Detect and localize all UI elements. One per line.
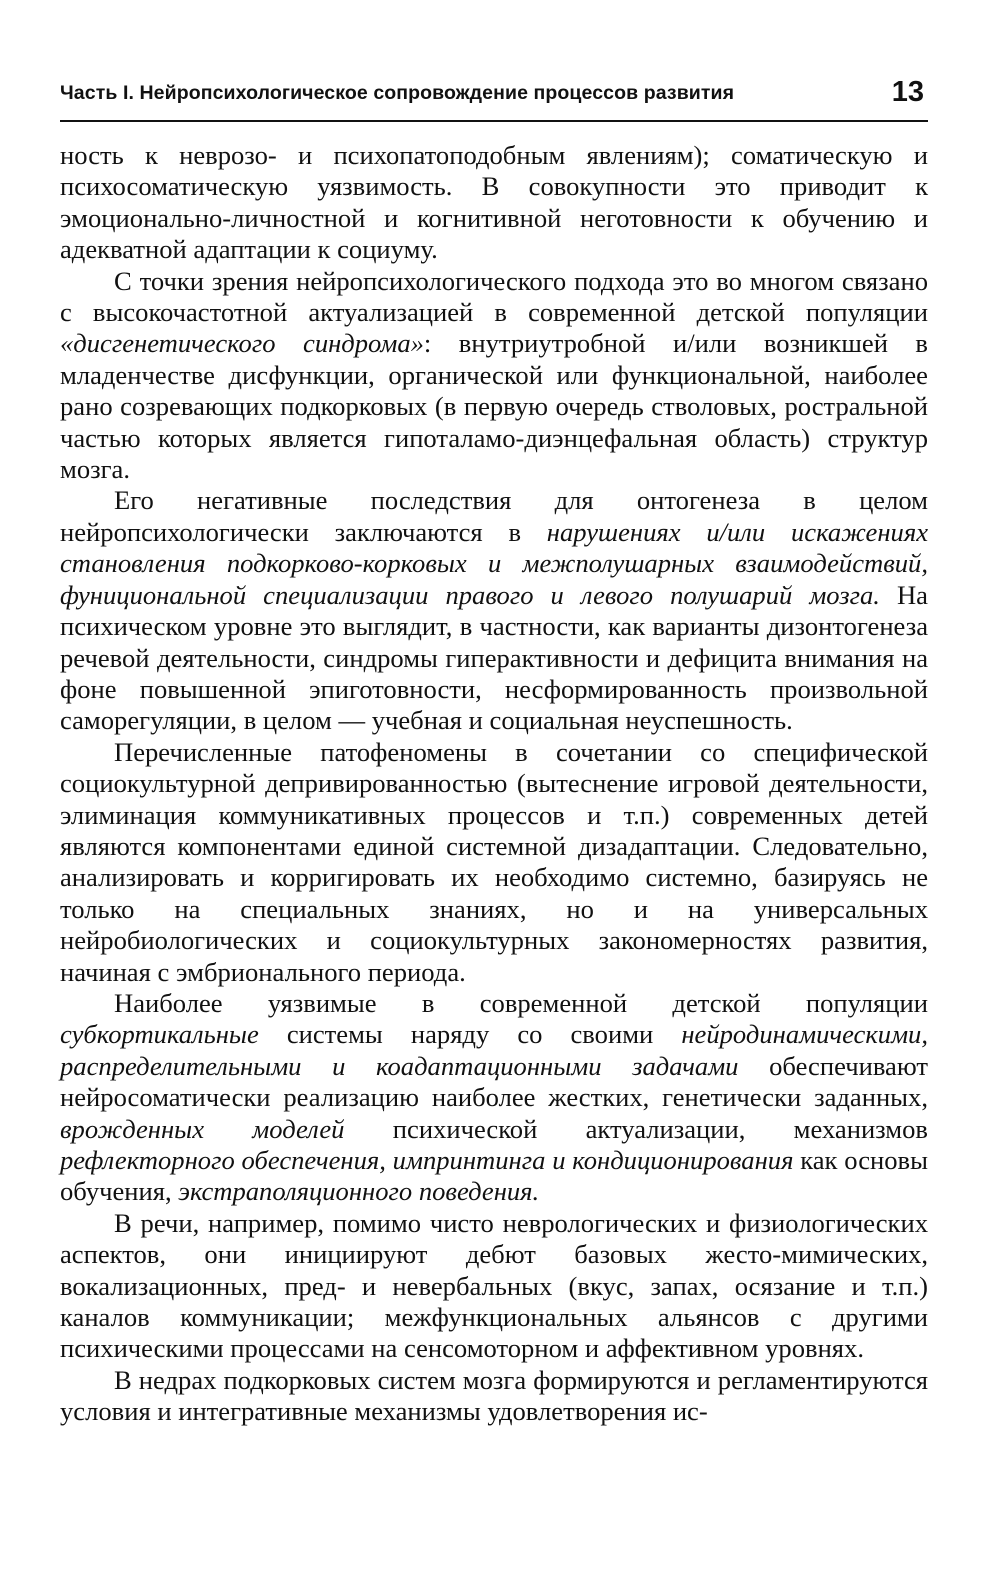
- text-segment: Перечисленные патофеномены в сочетании со специфической социокультурной депривированностью (вытеснение игровой деятельности, элиминация коммуникативных процессов и т.п.) современных детей являются компонентами единой системной дизадаптации. Следовательно, анализировать и корригировать их необходимо системно, базируясь не только на специальных знаниях, но и на универсальных нейробиологических и социокультурных закономерностях развития, начиная с эмбрионального периода.: [60, 736, 928, 987]
- paragraph: [60, 1365, 928, 1428]
- paragraph: [60, 737, 928, 988]
- text-segment: : внутриутробной и/или возникшей в младенчестве дисфункции, органической или функциональной, наиболее рано созревающих подкорковых (в первую очередь стволовых, ростральной частью которых является гипоталамо-диэнцефальная область) структур мозга.: [60, 328, 928, 485]
- italic-text-segment: нейродинамическими, распределительными и коадаптационными задачами: [60, 1019, 928, 1081]
- italic-text-segment: рефлекторного обеспечения, импринтинга и кондиционирования: [60, 1145, 794, 1175]
- text-segment: На психическом уровне это выглядит, в частности, как варианты дизонтогенеза речевой деятельности, синдромы гиперактивности и дефицита внимания на фоне повышенной эпиготовности, несформированность произвольной саморегуляции, в целом — учебная и социальная неуспешность.: [60, 579, 928, 736]
- text-segment: ность к неврозо- и психопатоподобным явлениям); соматическую и психосоматическую уязвимость. В совокупности это приводит к эмоционально-личностной и когнитивной неготовности к обучению и адекватной адаптации к социуму.: [60, 140, 928, 265]
- italic-text-segment: субкортикальные: [60, 1019, 259, 1050]
- text-segment: системы наряду со своими: [258, 1019, 682, 1050]
- italic-text-segment: «дисгенетического синдрома»: [60, 328, 424, 359]
- text-segment: психической актуализации, механизмов: [344, 1113, 928, 1144]
- page-number: 13: [891, 76, 924, 108]
- paragraph: [60, 485, 928, 736]
- text-segment: обеспечивают нейросоматически реализацию наиболее жестких, генетически заданных,: [60, 1050, 928, 1113]
- running-title: Часть I. Нейропсихологическое сопровождение процессов развития: [60, 82, 735, 104]
- text-segment: как основы обучения,: [60, 1145, 928, 1207]
- body-text: [60, 140, 928, 1428]
- paragraph: [60, 140, 928, 266]
- text-segment: Наиболее уязвимые в современной детской популяции: [114, 987, 928, 1018]
- text-segment: С точки зрения нейропсихологического подхода это во многом связано с высокочастотной актуализацией в современной детской популяции: [60, 265, 928, 328]
- italic-text-segment: врожденных моделей: [60, 1113, 345, 1144]
- running-header: [60, 76, 928, 122]
- italic-text-segment: экстраполяционного поведения.: [178, 1176, 540, 1207]
- text-segment: В недрах подкорковых систем мозга формируются и регламентируются условия и интегративные механизмы удовлетворения ис-: [60, 1364, 928, 1427]
- text-segment: Его негативные последствия для онтогенеза в целом нейропсихологически заключаются в: [60, 485, 928, 547]
- paragraph: [60, 988, 928, 1208]
- text-segment: В речи, например, помимо чисто неврологических и физиологических аспектов, они инициируют дебют базовых жесто-мимических, вокализационных, пред- и невербальных (вкус, запах, осязание и т.п.) каналов коммуникации; межфункциональных альянсов с другими психическими процессами на сенсомоторном и аффективном уровнях.: [60, 1207, 928, 1364]
- paragraph: [60, 266, 928, 486]
- italic-text-segment: нарушениях и/или искажениях становления подкорково-корковых и межполушарных взаимодействий, фунициональной специализации правого и левого полушарий мозга.: [60, 516, 928, 610]
- paragraph: [60, 1208, 928, 1365]
